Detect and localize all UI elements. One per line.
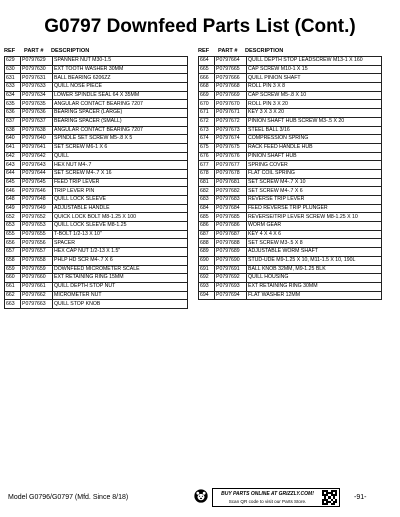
ref-cell: 693 [199, 282, 215, 291]
description-cell: HEX NUT M4-.7 [53, 161, 188, 170]
part-number-cell: P0797636 [21, 109, 53, 118]
table-row [199, 83, 382, 92]
table-row [5, 239, 188, 248]
table-row [5, 135, 188, 144]
ref-cell: 677 [199, 161, 215, 170]
table-row [199, 91, 382, 100]
ref-cell: 689 [199, 248, 215, 257]
ref-cell: 692 [199, 274, 215, 283]
ref-cell: 655 [5, 230, 21, 239]
description-cell: RACK FEED HANDLE HUB [247, 143, 382, 152]
table-row [199, 135, 382, 144]
description-cell: KEY 3 X 3 X 20 [247, 109, 382, 118]
table-row [199, 109, 382, 118]
description-cell: DOWNFEED MICROMETER SCALE [53, 265, 188, 274]
description-cell: SET SCREW M6-1 X 6 [53, 143, 188, 152]
table-row [5, 265, 188, 274]
table-row [5, 143, 188, 152]
description-cell: KEY 4 X 4 X 6 [247, 230, 382, 239]
part-number-cell: P0797635 [21, 100, 53, 109]
table-header-left [4, 47, 188, 56]
description-cell: REVERSE TRIP LEVER [247, 196, 382, 205]
part-number-cell: P0797665 [215, 65, 247, 74]
description-cell: CAP SCREW M5-.8 X 10 [247, 91, 382, 100]
table-row [5, 91, 188, 100]
part-number-cell: P0797691 [215, 265, 247, 274]
ref-cell: 665 [199, 65, 215, 74]
table-row [199, 65, 382, 74]
table-row [5, 152, 188, 161]
description-cell: BALL KNOB 32MM, M9-1.25 BLK [247, 265, 382, 274]
description-cell: ADJUSTABLE HANDLE [53, 204, 188, 213]
part-number-cell: P0797655 [21, 230, 53, 239]
ref-cell: 643 [5, 161, 21, 170]
part-number-cell: P0797631 [21, 74, 53, 83]
part-number-cell: P0797668 [215, 83, 247, 92]
part-number-cell: P0797663 [21, 300, 53, 309]
description-cell: ROLL PIN 3 X 8 [247, 83, 382, 92]
part-number-cell: P0797664 [215, 57, 247, 66]
table-row [5, 274, 188, 283]
description-cell: QUILL STOP KNOB [53, 300, 188, 309]
header-description: DESCRIPTION [245, 48, 284, 54]
part-number-cell: P0797684 [215, 204, 247, 213]
ref-cell: 670 [199, 100, 215, 109]
table-header-right [198, 47, 382, 56]
ref-cell: 675 [199, 143, 215, 152]
ref-cell: 666 [199, 74, 215, 83]
header-part: PART # [24, 48, 44, 54]
part-number-cell: P0797629 [21, 57, 53, 66]
ref-cell: 662 [5, 291, 21, 300]
description-cell: SET SCREW M4-.7 X 10 [247, 178, 382, 187]
table-row [199, 57, 382, 66]
page-title: G0797 Downfeed Parts List (Cont.) [44, 16, 356, 37]
ref-cell: 664 [199, 57, 215, 66]
part-number-cell: P0797685 [215, 213, 247, 222]
part-number-cell: P0797692 [215, 274, 247, 283]
ref-cell: 644 [5, 169, 21, 178]
table-row [5, 204, 188, 213]
description-cell: BEARING SPACER (SMALL) [53, 117, 188, 126]
ref-cell: 672 [199, 117, 215, 126]
ref-cell: 659 [5, 265, 21, 274]
part-number-cell: P0797652 [21, 213, 53, 222]
description-cell: PHLP HD SCR M4-.7 X 6 [53, 256, 188, 265]
header-part: PART # [218, 48, 238, 54]
part-number-cell: P0797690 [215, 256, 247, 265]
table-row [199, 117, 382, 126]
part-number-cell: P0797634 [21, 91, 53, 100]
table-row [199, 274, 382, 283]
ref-cell: 691 [199, 265, 215, 274]
description-cell: PINION SHAFT HUB [247, 152, 382, 161]
ref-cell: 629 [5, 57, 21, 66]
part-number-cell: P0797644 [21, 169, 53, 178]
description-cell: EXT TOOTH WASHER 30MM [53, 65, 188, 74]
ref-cell: 684 [199, 204, 215, 213]
description-cell: CAP SCREW M10-1 X 15 [247, 65, 382, 74]
table-row [5, 100, 188, 109]
description-cell: FLAT COIL SPRING [247, 169, 382, 178]
part-number-cell: P0797682 [215, 187, 247, 196]
grizzly-bear-logo-icon [194, 489, 208, 503]
description-cell: LOWER SPINDLE SEAL 64 X 35MM [53, 91, 188, 100]
part-number-cell: P0797669 [215, 91, 247, 100]
ref-cell: 683 [199, 196, 215, 205]
description-cell: SPANNER NUT M30-1.5 [53, 57, 188, 66]
table-row [5, 230, 188, 239]
ref-cell: 694 [199, 291, 215, 300]
table-row [5, 222, 188, 231]
table-row [5, 248, 188, 257]
table-row [5, 161, 188, 170]
table-row [5, 196, 188, 205]
part-number-cell: P0797693 [215, 282, 247, 291]
parts-column-right [198, 47, 382, 300]
part-number-cell: P0797683 [215, 196, 247, 205]
table-row [199, 265, 382, 274]
part-number-cell: P0797671 [215, 109, 247, 118]
ref-cell: 686 [199, 222, 215, 231]
description-cell: ANGULAR CONTACT BEARING 7207 [53, 100, 188, 109]
ref-cell: 653 [5, 222, 21, 231]
part-number-cell: P0797670 [215, 100, 247, 109]
part-number-cell: P0797638 [21, 126, 53, 135]
part-number-cell: P0797674 [215, 135, 247, 144]
table-row [5, 291, 188, 300]
part-number-cell: P0797656 [21, 239, 53, 248]
ref-cell: 663 [5, 300, 21, 309]
ref-cell: 669 [199, 91, 215, 100]
ref-cell: 673 [199, 126, 215, 135]
table-row [5, 57, 188, 66]
ref-cell: 642 [5, 152, 21, 161]
description-cell: BALL BEARING 6206ZZ [53, 74, 188, 83]
table-row [199, 230, 382, 239]
description-cell: TRIP LEVER PIN [53, 187, 188, 196]
footer-model: Model G0796/G0797 (Mfd. Since 8/18) [8, 494, 129, 501]
table-row [199, 126, 382, 135]
ref-cell: 685 [199, 213, 215, 222]
table-row [199, 222, 382, 231]
part-number-cell: P0797657 [21, 248, 53, 257]
page-number: -91- [354, 494, 367, 501]
header-description: DESCRIPTION [51, 48, 90, 54]
part-number-cell: P0797643 [21, 161, 53, 170]
description-cell: SPRING COVER [247, 161, 382, 170]
table-row [199, 256, 382, 265]
part-number-cell: P0797653 [21, 222, 53, 231]
description-cell: QUILL LOCK SLEEVE M8-1.25 [53, 222, 188, 231]
ref-cell: 637 [5, 117, 21, 126]
header-ref: REF [4, 48, 16, 54]
description-cell: QUILL NOSE PIECE [53, 83, 188, 92]
ref-cell: 645 [5, 178, 21, 187]
description-cell: EXT RETAINING RING 15MM [53, 274, 188, 283]
table-row [199, 248, 382, 257]
parts-table-right [198, 56, 382, 300]
description-cell: FEED REVERSE TRIP PLUNGER [247, 204, 382, 213]
ref-cell: 676 [199, 152, 215, 161]
part-number-cell: P0797649 [21, 204, 53, 213]
header-ref: REF [198, 48, 210, 54]
table-row [5, 213, 188, 222]
ref-cell: 649 [5, 204, 21, 213]
banner-line2: Scan QR code to visit our Parts Store. [228, 498, 307, 504]
part-number-cell: P0797676 [215, 152, 247, 161]
part-number-cell: P0797660 [21, 274, 53, 283]
ref-cell: 634 [5, 91, 21, 100]
table-row [199, 204, 382, 213]
parts-online-banner[interactable] [212, 488, 340, 507]
ref-cell: 682 [199, 187, 215, 196]
table-row [5, 109, 188, 118]
part-number-cell: P0797675 [215, 143, 247, 152]
description-cell: REVERSE/TRIP LEVER SCREW M8-1.25 X 10 [247, 213, 382, 222]
table-row [199, 169, 382, 178]
table-row [199, 291, 382, 300]
part-number-cell: P0797681 [215, 178, 247, 187]
table-row [5, 65, 188, 74]
table-row [199, 100, 382, 109]
ref-cell: 660 [5, 274, 21, 283]
table-row [199, 187, 382, 196]
table-row [199, 152, 382, 161]
table-row [199, 178, 382, 187]
table-row [5, 256, 188, 265]
part-number-cell: P0797678 [215, 169, 247, 178]
banner-line1: BUY PARTS ONLINE AT GRIZZLY.COM! [221, 490, 314, 497]
description-cell: SET SCREW M4-.7 X 6 [247, 187, 382, 196]
description-cell: COMPRESSION SPRING [247, 135, 382, 144]
description-cell: FEED TRIP LEVER [53, 178, 188, 187]
table-row [199, 282, 382, 291]
description-cell: QUILL DEPTH STOP NUT [53, 282, 188, 291]
part-number-cell: P0797640 [21, 135, 53, 144]
part-number-cell: P0797637 [21, 117, 53, 126]
qr-code-icon[interactable] [322, 490, 337, 505]
part-number-cell: P0797641 [21, 143, 53, 152]
description-cell: PINION SHAFT HUB SCREW M3-.5 X 20 [247, 117, 382, 126]
description-cell: SET SCREW M3-.5 X 8 [247, 239, 382, 248]
ref-cell: 681 [199, 178, 215, 187]
ref-cell: 633 [5, 83, 21, 92]
table-row [199, 213, 382, 222]
description-cell: HEX CAP NUT 1/2-13 X 1.5" [53, 248, 188, 257]
ref-cell: 674 [199, 135, 215, 144]
part-number-cell: P0797688 [215, 239, 247, 248]
table-row [199, 196, 382, 205]
part-number-cell: P0797662 [21, 291, 53, 300]
part-number-cell: P0797658 [21, 256, 53, 265]
part-number-cell: P0797686 [215, 222, 247, 231]
description-cell: WORM GEAR [247, 222, 382, 231]
part-number-cell: P0797633 [21, 83, 53, 92]
table-row [5, 126, 188, 135]
ref-cell: 641 [5, 143, 21, 152]
ref-cell: 631 [5, 74, 21, 83]
ref-cell: 640 [5, 135, 21, 144]
ref-cell: 671 [199, 109, 215, 118]
ref-cell: 648 [5, 196, 21, 205]
table-row [5, 83, 188, 92]
table-row [199, 239, 382, 248]
description-cell: ADJUSTABLE WORM SHAFT [247, 248, 382, 257]
part-number-cell: P0797659 [21, 265, 53, 274]
ref-cell: 690 [199, 256, 215, 265]
ref-cell: 656 [5, 239, 21, 248]
ref-cell: 638 [5, 126, 21, 135]
table-row [5, 74, 188, 83]
table-row [5, 282, 188, 291]
table-row [199, 74, 382, 83]
parts-column-left [4, 47, 188, 309]
description-cell: STUD-UDE M9-1.25 X 10, M11-1.5 X 10, 190L [247, 256, 382, 265]
ref-cell: 636 [5, 109, 21, 118]
table-row [5, 169, 188, 178]
part-number-cell: P0797689 [215, 248, 247, 257]
part-number-cell: P0797661 [21, 282, 53, 291]
ref-cell: 646 [5, 187, 21, 196]
ref-cell: 652 [5, 213, 21, 222]
table-row [5, 187, 188, 196]
description-cell: STEEL BALL 3/16 [247, 126, 382, 135]
description-cell: BEARING SPACER (LARGE) [53, 109, 188, 118]
description-cell: QUILL HOUSING [247, 274, 382, 283]
part-number-cell: P0797673 [215, 126, 247, 135]
ref-cell: 658 [5, 256, 21, 265]
ref-cell: 688 [199, 239, 215, 248]
part-number-cell: P0797694 [215, 291, 247, 300]
part-number-cell: P0797645 [21, 178, 53, 187]
ref-cell: 687 [199, 230, 215, 239]
part-number-cell: P0797630 [21, 65, 53, 74]
ref-cell: 630 [5, 65, 21, 74]
part-number-cell: P0797642 [21, 152, 53, 161]
part-number-cell: P0797646 [21, 187, 53, 196]
description-cell: EXT RETAINING RING 30MM [247, 282, 382, 291]
table-row [199, 161, 382, 170]
description-cell: SPACER [53, 239, 188, 248]
table-row [5, 178, 188, 187]
description-cell: T-BOLT 1/2-13 X 10" [53, 230, 188, 239]
ref-cell: 678 [199, 169, 215, 178]
ref-cell: 661 [5, 282, 21, 291]
ref-cell: 657 [5, 248, 21, 257]
description-cell: QUILL [53, 152, 188, 161]
part-number-cell: P0797666 [215, 74, 247, 83]
ref-cell: 635 [5, 100, 21, 109]
part-number-cell: P0797687 [215, 230, 247, 239]
description-cell: QUILL DEPTH STOP LEADSCREW M13-1 X 160 [247, 57, 382, 66]
description-cell: MICROMETER NUT [53, 291, 188, 300]
description-cell: QUILL PINION SHAFT [247, 74, 382, 83]
table-row [5, 117, 188, 126]
table-row [199, 143, 382, 152]
part-number-cell: P0797672 [215, 117, 247, 126]
ref-cell: 668 [199, 83, 215, 92]
description-cell: QUICK LOCK BOLT M8-1.25 X 100 [53, 213, 188, 222]
description-cell: ANGULAR CONTACT BEARING 7207 [53, 126, 188, 135]
description-cell: FLAT WASHER 12MM [247, 291, 382, 300]
description-cell: SET SCREW M4-.7 X 16 [53, 169, 188, 178]
description-cell: SPINDLE SET SCREW M5-.8 X 5 [53, 135, 188, 144]
parts-table-left [4, 56, 188, 309]
part-number-cell: P0797648 [21, 196, 53, 205]
part-number-cell: P0797677 [215, 161, 247, 170]
description-cell: QUILL LOCK SLEEVE [53, 196, 188, 205]
description-cell: ROLL PIN 3 X 20 [247, 100, 382, 109]
table-row [5, 300, 188, 309]
